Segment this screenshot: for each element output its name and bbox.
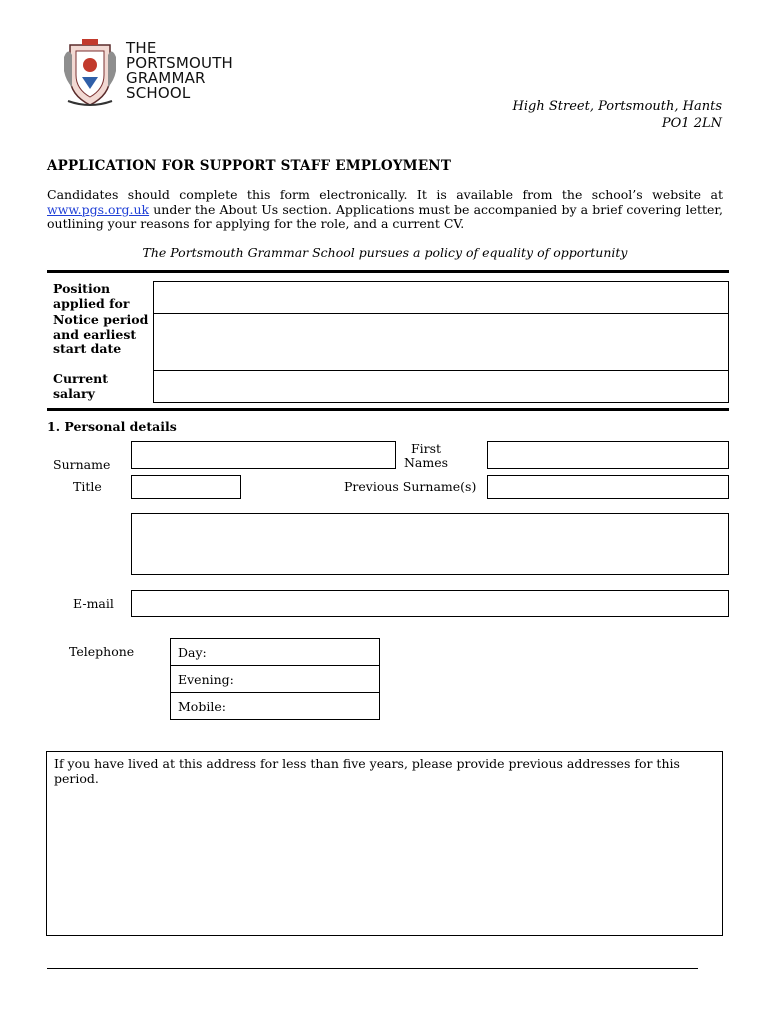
address-input[interactable] xyxy=(131,513,729,575)
first-names-label: First Names xyxy=(403,441,449,470)
position-input[interactable] xyxy=(153,281,729,314)
email-label: E-mail xyxy=(73,596,114,611)
previous-surname-label: Previous Surname(s) xyxy=(344,479,477,494)
logo-line-4: SCHOOL xyxy=(126,84,191,102)
personal-details-heading: 1. Personal details xyxy=(47,419,177,434)
salary-label: Current salary xyxy=(53,371,109,401)
intro-text-1: Candidates should complete this form electronically. It is available from the school’s website at xyxy=(47,187,723,202)
intro-paragraph xyxy=(47,188,723,232)
previous-addresses-box[interactable] xyxy=(46,751,723,936)
logo-line-3: GRAMMAR xyxy=(126,69,206,87)
mobile-phone-label: Mobile: xyxy=(178,699,226,714)
title-label: Title xyxy=(73,479,102,494)
position-label: Position applied for xyxy=(53,281,130,311)
section-divider-bottom xyxy=(47,408,729,411)
first-names-input[interactable] xyxy=(487,441,729,469)
intro-text-2: under the About Us section. Applications must be accompanied by a brief covering letter, outlining your reasons for applying for the role, and a current CV. xyxy=(47,201,723,231)
school-crest-icon xyxy=(62,37,118,109)
previous-surname-input[interactable] xyxy=(487,475,729,499)
day-phone-input[interactable] xyxy=(216,639,379,665)
school-address xyxy=(513,98,722,132)
school-logo-text xyxy=(126,41,233,101)
day-phone-label: Day: xyxy=(178,645,207,660)
surname-label: Surname xyxy=(53,457,111,469)
telephone-table xyxy=(170,638,380,720)
email-input[interactable] xyxy=(131,590,729,617)
previous-addresses-note: If you have lived at this address for less than five years, please provide previous addresses for this period. xyxy=(54,756,680,786)
bottom-rule xyxy=(47,968,698,969)
section-divider-top xyxy=(47,270,729,273)
mobile-phone-input[interactable] xyxy=(231,693,379,719)
evening-phone-input[interactable] xyxy=(241,666,379,692)
logo-line-1: THE xyxy=(126,39,157,57)
website-link[interactable]: www.pgs.org.uk xyxy=(47,201,150,217)
telephone-label: Telephone xyxy=(69,644,135,659)
salary-input[interactable] xyxy=(153,370,729,403)
notice-period-input[interactable] xyxy=(153,313,729,371)
title-input[interactable] xyxy=(131,475,241,499)
notice-label: Notice period and earliest start date xyxy=(53,312,149,356)
address-line-2: PO1 2LN xyxy=(661,116,722,131)
evening-phone-label: Evening: xyxy=(178,672,234,687)
surname-input[interactable] xyxy=(131,441,396,469)
equality-policy: The Portsmouth Grammar School pursues a policy of equality of opportunity xyxy=(142,245,628,260)
logo-line-2: PORTSMOUTH xyxy=(126,54,234,72)
form-title: APPLICATION FOR SUPPORT STAFF EMPLOYMENT xyxy=(47,158,452,174)
address-line-1: High Street, Portsmouth, Hants xyxy=(512,99,722,114)
